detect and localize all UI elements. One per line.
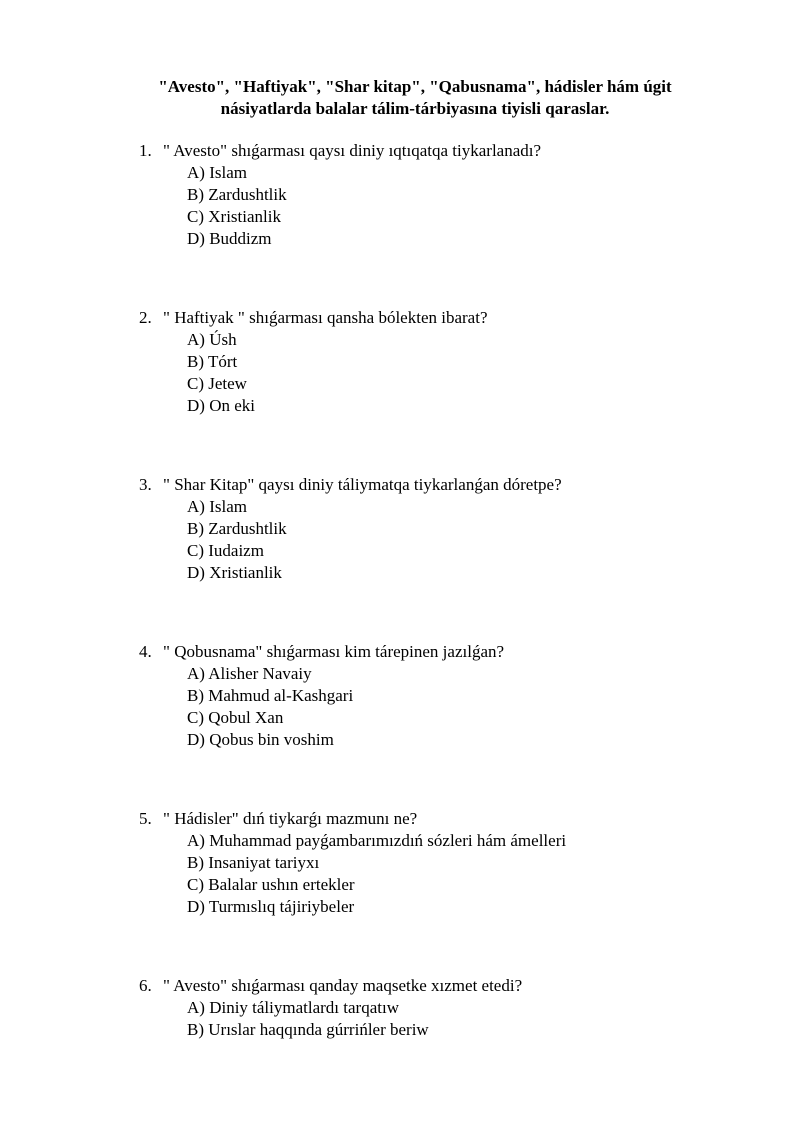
option-a: A) Alisher Navaiy bbox=[187, 664, 312, 683]
option-d: D) Turmıslıq tájiriybeler bbox=[187, 897, 355, 916]
option-b: B) Zardushtlik bbox=[187, 185, 287, 204]
option-a: A) Islam bbox=[187, 163, 247, 182]
options-list bbox=[139, 329, 759, 417]
option-a: A) Muhammad payǵambarımızdıń sózleri hám ámelleri bbox=[187, 831, 567, 850]
options-list bbox=[139, 162, 759, 250]
option-a: A) Úsh bbox=[187, 330, 237, 349]
option-c: C) Xristianlik bbox=[187, 207, 281, 226]
option-b: B) Urıslar haqqında gúrrińler beriw bbox=[187, 1020, 429, 1039]
option-b: B) Zardushtlik bbox=[187, 519, 287, 538]
question-number: 3. bbox=[139, 475, 152, 494]
option-b: B) Mahmud al-Kashgari bbox=[187, 686, 354, 705]
option-b: B) Insaniyat tariyxı bbox=[187, 853, 320, 872]
question-text: " Hádisler" dıń tiykarǵı mazmunı ne? bbox=[163, 809, 418, 828]
question-number: 5. bbox=[139, 809, 152, 828]
question-number: 1. bbox=[139, 141, 152, 160]
question-text: " Qobusnama" shıǵarması kim tárepinen jazılǵan? bbox=[163, 642, 505, 661]
question-2 bbox=[139, 307, 759, 417]
question-text: " Avesto" shıǵarması qanday maqsetke xızmet etedi? bbox=[163, 976, 523, 995]
question-number: 4. bbox=[139, 642, 152, 661]
option-d: D) Qobus bin voshim bbox=[187, 730, 334, 749]
question-number: 6. bbox=[139, 976, 152, 995]
options-list bbox=[139, 997, 759, 1041]
question-4 bbox=[139, 641, 759, 751]
question-3 bbox=[139, 474, 759, 584]
option-a: A) Diniy táliymatlardı tarqatıw bbox=[187, 998, 399, 1017]
question-1 bbox=[139, 140, 759, 250]
option-c: C) Jetew bbox=[187, 374, 247, 393]
question-text: " Avesto" shıǵarması qaysı diniy ıqtıqatqa tiykarlanadı? bbox=[163, 141, 542, 160]
question-number: 2. bbox=[139, 308, 152, 327]
options-list bbox=[139, 830, 759, 918]
title-line-1: "Avesto", "Haftiyak", "Shar kitap", "Qabusnama", hádisler hám úgit bbox=[158, 77, 672, 96]
options-list bbox=[139, 496, 759, 584]
question-text: " Haftiyak " shıǵarması qansha bólekten ibarat? bbox=[163, 308, 488, 327]
question-text: " Shar Kitap" qaysı diniy táliymatqa tiykarlanǵan dóretpe? bbox=[163, 475, 562, 494]
option-d: D) Xristianlik bbox=[187, 563, 282, 582]
question-6 bbox=[139, 975, 759, 1041]
document-title bbox=[100, 76, 730, 120]
title-line-2: násiyatlarda balalar tálim-tárbiyasına tiyisli qaraslar. bbox=[220, 99, 610, 118]
option-b: B) Tórt bbox=[187, 352, 238, 371]
option-a: A) Islam bbox=[187, 497, 247, 516]
option-d: D) Buddizm bbox=[187, 229, 272, 248]
option-c: C) Iudaizm bbox=[187, 541, 264, 560]
question-5 bbox=[139, 808, 759, 918]
option-c: C) Qobul Xan bbox=[187, 708, 284, 727]
options-list bbox=[139, 663, 759, 751]
option-d: D) On eki bbox=[187, 396, 255, 415]
option-c: C) Balalar ushın ertekler bbox=[187, 875, 355, 894]
